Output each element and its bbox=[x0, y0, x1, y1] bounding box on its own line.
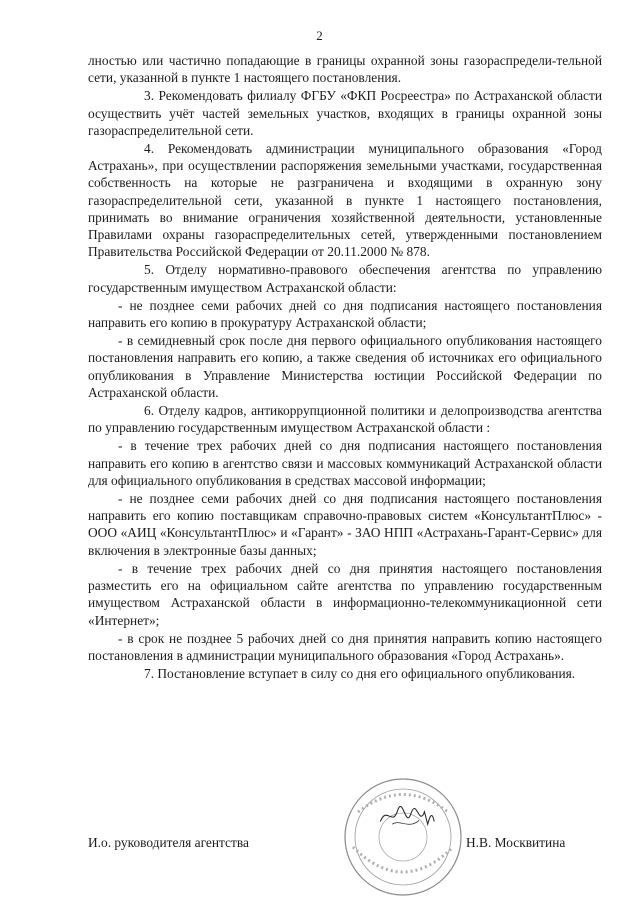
paragraph-item-6: 6. Отделу кадров, антикоррупционной политики и делопроизводства агентства по управлению государственным имуществом Астраханской области : bbox=[88, 403, 602, 436]
paragraph-item-6-sub-1: - в течение трех рабочих дней со дня подписания настоящего постановления направить его копию в агентство связи и массовых коммуникаций Астраханской области для официального опубликования в средствах массовой информации; bbox=[88, 438, 602, 488]
paragraph-item-5-sub-1: - не позднее семи рабочих дней со дня подписания настоящего постановления направить его копию в прокуратуру Астраханской области; bbox=[88, 297, 602, 331]
document-body bbox=[88, 52, 602, 683]
paragraph-item-5-sub-2: - в семидневный срок после дня первого официального опубликования настоящего постановления направить его копию, а также сведения об источниках его официального опубликования в Управление Министерства юстиции Российской Федерации по Астраханской области. bbox=[88, 333, 602, 400]
page-number: 2 bbox=[316, 28, 323, 43]
handwritten-signature bbox=[356, 800, 466, 870]
paragraph-item-6-sub-4: - в срок не позднее 5 рабочих дней со дня принятия направить копию настоящего постановления в администрации муниципального образования «Город Астрахань». bbox=[88, 630, 602, 663]
paragraph-item-5: 5. Отделу нормативно-правового обеспечения агентства по управлению государственным имуществом Астраханской области: bbox=[88, 262, 602, 295]
paragraph-item-6-sub-2: - не позднее семи рабочих дней со дня подписания настоящего постановления направить его копию поставщикам справочно-правовых систем «КонсультантПлюс» - ООО «АИЦ «КонсультантПлюс» и «Гарант» - ЗАО НПП «Астрахань-Гарант-Сервис» для включения в электронные базы данных; bbox=[88, 491, 602, 558]
paragraph-item-3: 3. Рекомендовать филиалу ФГБУ «ФКП Росреестра» по Астраханской области осуществить учёт частей земельных участков, входящих в границы охранной зоны газораспределительной сети. bbox=[88, 88, 602, 138]
paragraph-item-6-sub-3: - в течение трех рабочих дней со дня принятия настоящего постановления разместить его на официальном сайте агентства по управлению государственным имуществом Астраханской области в информационно-телекоммуникационной сети «Интернет»; bbox=[88, 560, 602, 628]
paragraph-item-4: 4. Рекомендовать администрации муниципального образования «Город Астрахань», при осуществлении распоряжения земельными участками, государственная собственность на которые не разграничена и входящими в охранную зону газораспределительной сети, указанной в пункте 1 настоящего постановления, принимать во внимание ограничения хозяйственной деятельности, установленные Правилами охраны газораспределительных сетей, утвержденными постановлением Правительства Российской Федерации от 20.11.2000 № 878. bbox=[88, 141, 602, 260]
paragraph-item-7: 7. Постановление вступает в силу со дня его официального опубликования. bbox=[144, 666, 576, 682]
signatory-position: И.о. руководителя агентства bbox=[88, 835, 249, 850]
signatory-name: Н.В. Москвитина bbox=[466, 835, 566, 850]
paragraph-continuation: лностью или частично попадающие в границы охранной зоны газораспредели-тельной сети, указанной в пункте 1 настоящего постановления. bbox=[88, 53, 602, 86]
